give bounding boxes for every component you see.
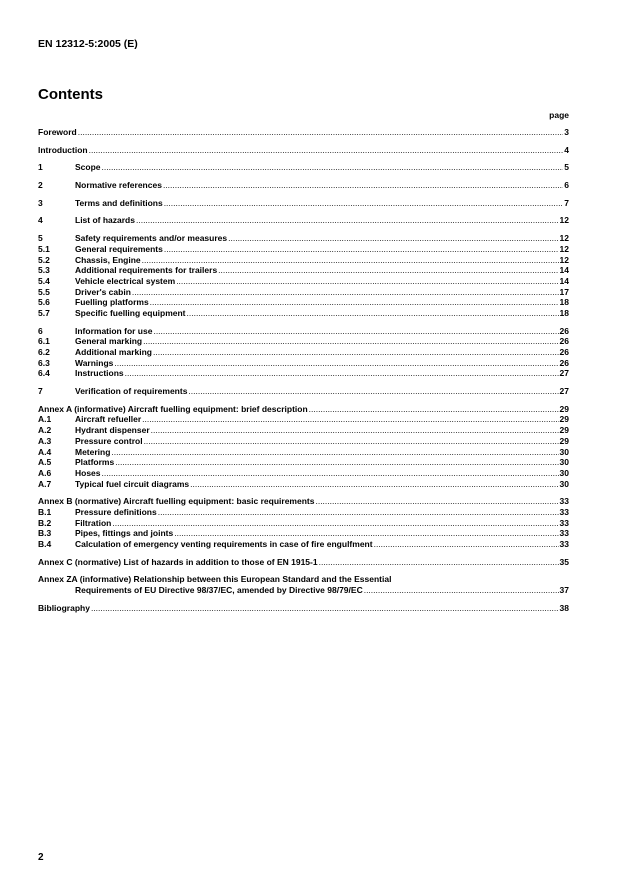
dot-leader <box>102 162 564 173</box>
toc-entry[interactable] <box>38 404 569 415</box>
toc-entry-page: 37 <box>559 585 569 596</box>
toc-entry[interactable] <box>38 326 569 337</box>
toc-entry-page: 35 <box>559 556 569 567</box>
toc-entry[interactable] <box>38 447 569 458</box>
toc-entry-title: General requirements <box>75 243 163 254</box>
toc-entry-title: Normative references <box>75 180 162 191</box>
toc-entry[interactable] <box>38 336 569 347</box>
toc-entry-number: 1 <box>38 162 43 173</box>
toc-entry-title: Annex C (normative) List of hazards in addition to those of EN 1915-1 <box>38 556 318 567</box>
dot-leader <box>132 287 559 298</box>
toc-entry-page: 29 <box>559 403 569 414</box>
toc-entry-title: Additional requirements for trailers <box>75 265 218 276</box>
toc-entry[interactable] <box>38 180 569 191</box>
toc-entry[interactable] <box>38 386 569 397</box>
toc-entry-page: 12 <box>559 254 569 265</box>
toc-entry-number: 6.2 <box>38 347 50 357</box>
toc-entry-number: 4 <box>38 215 43 226</box>
dot-leader <box>89 145 564 156</box>
toc-entry[interactable] <box>38 436 569 447</box>
dot-leader <box>374 539 559 550</box>
toc-entry-page: 29 <box>559 414 569 425</box>
toc-entry[interactable] <box>38 276 569 287</box>
dot-leader <box>153 326 558 337</box>
document-identifier: EN 12312-5:2005 (E) <box>38 38 138 50</box>
dot-leader <box>309 404 559 415</box>
toc-entry-page: 6 <box>564 180 569 191</box>
toc-entry-number: B.2 <box>38 517 52 528</box>
toc-entry-title: Additional marking <box>75 347 152 357</box>
toc-entry-page: 12 <box>559 243 569 254</box>
dot-leader <box>78 127 564 138</box>
toc-entry-page: 4 <box>564 144 569 155</box>
dot-leader <box>315 496 558 507</box>
toc-entry-title: Pressure definitions <box>75 506 157 517</box>
toc-entry-title: Vehicle electrical system <box>75 275 176 286</box>
toc-entry-title: Instructions <box>75 368 124 379</box>
dot-leader <box>319 557 559 568</box>
toc-entry[interactable] <box>38 287 569 298</box>
toc-entry-number: 2 <box>38 180 43 191</box>
toc-entry-number: 3 <box>38 197 43 208</box>
toc-entry-page: 38 <box>559 602 569 613</box>
dot-leader <box>174 528 558 539</box>
dot-leader <box>228 233 558 244</box>
dot-leader <box>190 479 558 490</box>
toc-entry-page: 26 <box>559 357 569 368</box>
toc-entry[interactable] <box>38 233 569 244</box>
toc-entry-number: A.7 <box>38 478 52 489</box>
toc-entry-title[interactable]: Annex ZA (informative) Relationship between this European Standard and the Essential <box>38 574 392 585</box>
toc-entry-page: 26 <box>559 325 569 336</box>
toc-entry-number: 5.1 <box>38 243 50 254</box>
page-number: 2 <box>38 852 44 863</box>
toc-entry-number: A.5 <box>38 457 52 468</box>
toc-entry-page: 18 <box>559 307 569 318</box>
toc-entry[interactable] <box>38 145 569 156</box>
toc-entry-number: A.2 <box>38 425 52 436</box>
toc-entry[interactable] <box>38 585 569 596</box>
dot-leader <box>125 368 559 379</box>
toc-entry-page: 27 <box>559 386 569 397</box>
toc-entry[interactable] <box>38 457 569 468</box>
toc-entry-number: 5.6 <box>38 297 50 308</box>
toc-entry-number: 5.2 <box>38 254 50 265</box>
toc-entry[interactable] <box>38 539 569 550</box>
toc-entry-page: 29 <box>559 435 569 446</box>
toc-entry-title: Hoses <box>75 467 101 478</box>
toc-entry-number: 5.7 <box>38 307 50 318</box>
toc-entry-number: B.3 <box>38 528 52 539</box>
toc-entry-page: 12 <box>559 233 569 244</box>
toc-entry-number: A.1 <box>38 414 52 425</box>
dot-leader <box>150 297 559 308</box>
toc-entry-title: Annex A (informative) Aircraft fuelling equipment: brief description <box>38 403 308 414</box>
toc-entry[interactable] <box>38 308 569 319</box>
page-title: Contents <box>38 86 103 103</box>
toc-entry[interactable] <box>38 518 569 529</box>
toc-entry[interactable] <box>38 347 569 358</box>
toc-entry-page: 26 <box>559 347 569 357</box>
toc-entry-title: Driver's cabin <box>75 286 131 297</box>
dot-leader <box>114 358 558 369</box>
toc-entry-page: 33 <box>559 517 569 528</box>
dot-leader <box>91 603 559 614</box>
dot-leader <box>187 308 559 319</box>
toc-entry[interactable] <box>38 368 569 379</box>
dot-leader <box>136 215 559 226</box>
toc-entry-page: 17 <box>559 286 569 297</box>
page-column-header: page <box>549 110 569 120</box>
dot-leader <box>153 347 559 358</box>
toc-entry-number: 6.4 <box>38 368 50 379</box>
toc-entry-page: 33 <box>559 506 569 517</box>
toc-entry-page: 30 <box>559 478 569 489</box>
toc-entry-title: General marking <box>75 336 143 347</box>
toc-entry-page: 30 <box>559 467 569 478</box>
toc-entry[interactable] <box>38 162 569 173</box>
toc-entry-page: 30 <box>559 457 569 468</box>
toc-entry-title: Metering <box>75 446 111 457</box>
toc-entry-title: Information for use <box>75 325 153 336</box>
toc-entry-page: 30 <box>559 446 569 457</box>
dot-leader <box>176 276 558 287</box>
toc-entry-title: Safety requirements and/or measures <box>75 233 228 244</box>
toc-entry[interactable] <box>38 468 569 479</box>
toc-entry-title: Bibliography <box>38 602 90 613</box>
toc-entry[interactable] <box>38 265 569 276</box>
dot-leader <box>151 425 559 436</box>
toc-entry-page: 29 <box>559 425 569 436</box>
toc-entry-number: B.1 <box>38 506 52 517</box>
dot-leader <box>188 386 558 397</box>
toc-entry-title: Aircraft refueller <box>75 414 142 425</box>
toc-entry-page: 3 <box>564 127 569 137</box>
table-of-contents <box>38 127 569 613</box>
dot-leader <box>111 447 558 458</box>
toc-entry-page: 26 <box>559 336 569 347</box>
dot-leader <box>218 265 558 276</box>
toc-entry-page: 27 <box>559 368 569 379</box>
toc-entry[interactable] <box>38 255 569 266</box>
toc-entry-title: List of hazards <box>75 215 135 226</box>
dot-leader <box>163 180 563 191</box>
dot-leader <box>158 507 559 518</box>
toc-entry-page: 7 <box>564 197 569 208</box>
toc-entry[interactable] <box>38 127 569 138</box>
toc-entry[interactable] <box>38 215 569 226</box>
toc-entry[interactable] <box>38 414 569 425</box>
toc-entry-page: 5 <box>564 162 569 173</box>
toc-entry-number: A.4 <box>38 446 52 457</box>
toc-entry-title: Fuelling platforms <box>75 297 149 308</box>
dot-leader <box>112 518 558 529</box>
toc-entry-page: 33 <box>559 528 569 539</box>
dot-leader <box>164 198 564 209</box>
dot-leader <box>115 457 558 468</box>
toc-entry[interactable] <box>38 198 569 209</box>
toc-entry-number: B.4 <box>38 539 52 549</box>
toc-entry-title: Calculation of emergency venting requirements in case of fire engulfment <box>75 539 373 549</box>
toc-entry-title-continuation: Requirements of EU Directive 98/37/EC, amended by Directive 98/79/EC <box>75 585 363 596</box>
toc-entry-title: Terms and definitions <box>75 197 163 208</box>
toc-entry-title: Platforms <box>75 457 115 468</box>
toc-entry[interactable] <box>38 479 569 490</box>
dot-leader <box>102 468 559 479</box>
toc-entry-number: 5.4 <box>38 275 50 286</box>
dot-leader <box>164 244 559 255</box>
toc-entry-title: Introduction <box>38 144 88 155</box>
toc-entry[interactable] <box>38 425 569 436</box>
toc-entry[interactable] <box>38 507 569 518</box>
toc-entry-title: Specific fuelling equipment <box>75 307 186 318</box>
toc-entry-page: 14 <box>559 265 569 276</box>
toc-entry-title: Verification of requirements <box>75 386 188 397</box>
toc-entry-page: 12 <box>559 215 569 226</box>
toc-entry-title: Pipes, fittings and joints <box>75 528 174 539</box>
dot-leader <box>143 336 558 347</box>
toc-entry[interactable] <box>38 244 569 255</box>
toc-entry-title: Chassis, Engine <box>75 254 141 265</box>
toc-entry[interactable] <box>38 557 569 568</box>
toc-entry-number: 5.5 <box>38 286 50 297</box>
toc-entry-number: 6 <box>38 325 43 336</box>
toc-entry-title: Pressure control <box>75 435 143 446</box>
toc-entry-title: Scope <box>75 162 101 173</box>
dot-leader <box>144 436 559 447</box>
toc-entry-title: Filtration <box>75 517 112 528</box>
toc-entry[interactable] <box>38 603 569 614</box>
toc-entry-title: Annex B (normative) Aircraft fuelling equipment: basic requirements <box>38 496 315 507</box>
toc-entry[interactable] <box>38 528 569 539</box>
toc-entry-title: Typical fuel circuit diagrams <box>75 478 190 489</box>
toc-entry-number: 7 <box>38 386 43 397</box>
toc-entry[interactable] <box>38 358 569 369</box>
toc-entry-title: Foreword <box>38 127 77 137</box>
toc-entry-number: A.3 <box>38 435 52 446</box>
toc-entry[interactable] <box>38 297 569 308</box>
toc-entry-page: 33 <box>559 539 569 549</box>
toc-entry-number: A.6 <box>38 467 52 478</box>
dot-leader <box>142 414 558 425</box>
toc-entry-number: 6.3 <box>38 357 50 368</box>
toc-entry-number: 5 <box>38 233 43 244</box>
toc-entry-page: 14 <box>559 275 569 286</box>
toc-entry-number: 5.3 <box>38 265 50 276</box>
dot-leader <box>142 255 559 266</box>
toc-entry-title: Warnings <box>75 357 114 368</box>
toc-entry-title: Hydrant dispenser <box>75 425 150 436</box>
toc-entry[interactable] <box>38 496 569 507</box>
toc-entry-number: 6.1 <box>38 336 50 347</box>
toc-entry-page: 18 <box>559 297 569 308</box>
toc-entry-page: 33 <box>559 496 569 507</box>
dot-leader <box>364 585 559 596</box>
